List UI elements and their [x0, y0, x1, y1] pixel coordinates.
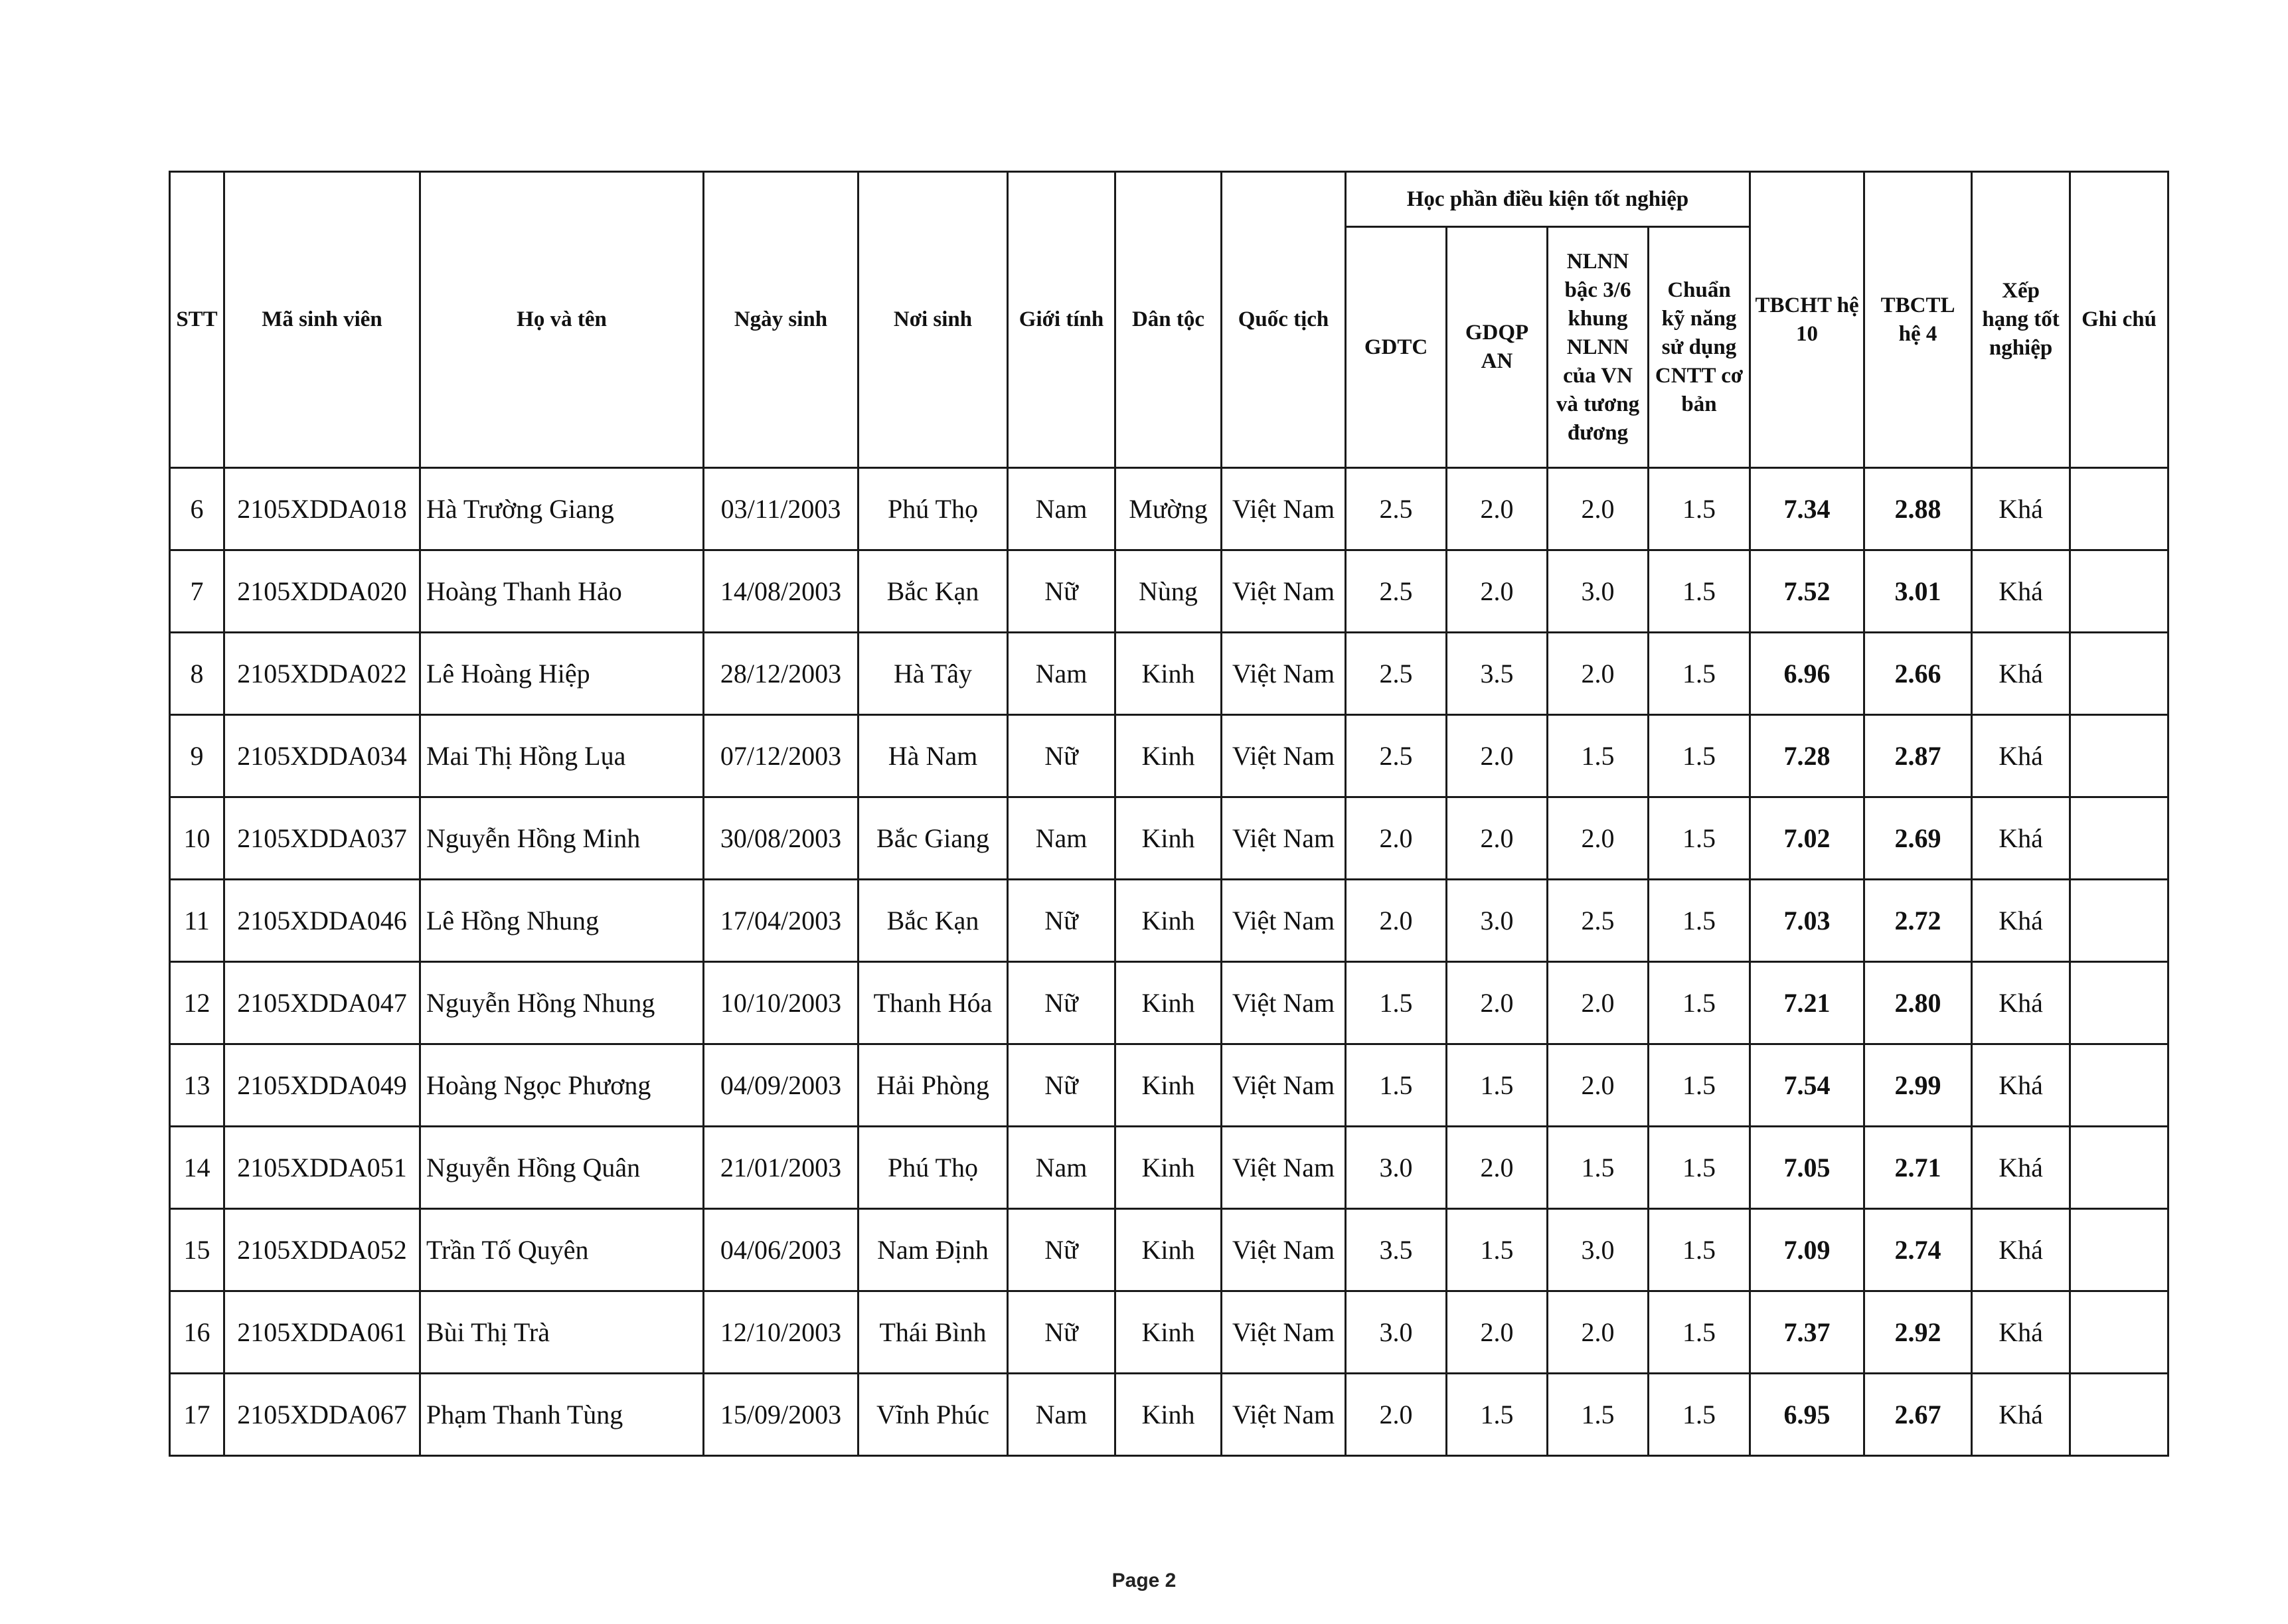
cell-birth-place: Hà Tây	[858, 633, 1008, 715]
cell-nlnn: 1.5	[1548, 1374, 1649, 1456]
cell-full-name: Lê Hồng Nhung	[420, 880, 704, 962]
header-stt: STT	[170, 172, 224, 468]
cell-tbctl: 2.71	[1864, 1127, 1972, 1209]
cell-gdqp-an: 2.0	[1447, 550, 1548, 633]
cell-gdtc: 2.5	[1346, 715, 1447, 797]
cell-ranking: Khá	[1972, 715, 2070, 797]
header-tbcht: TBCHT hệ 10	[1750, 172, 1864, 468]
cell-nationality: Việt Nam	[1222, 715, 1346, 797]
cell-full-name: Bùi Thị Trà	[420, 1291, 704, 1374]
cell-nlnn: 2.0	[1548, 633, 1649, 715]
cell-birth-date: 17/04/2003	[704, 880, 858, 962]
cell-ranking: Khá	[1972, 550, 2070, 633]
cell-stt: 6	[170, 468, 224, 550]
cell-cntt: 1.5	[1649, 962, 1750, 1044]
table-row	[170, 715, 2168, 797]
cell-note	[2070, 1127, 2168, 1209]
cell-cntt: 1.5	[1649, 633, 1750, 715]
cell-ethnicity: Kinh	[1115, 1044, 1222, 1127]
cell-student-id: 2105XDDA020	[224, 550, 420, 633]
cell-student-id: 2105XDDA046	[224, 880, 420, 962]
table-row	[170, 550, 2168, 633]
header-nlnn: NLNN bậc 3/6 khung NLNN của VN và tương đương	[1548, 227, 1649, 468]
cell-birth-date: 21/01/2003	[704, 1127, 858, 1209]
cell-nationality: Việt Nam	[1222, 962, 1346, 1044]
cell-birth-place: Bắc Giang	[858, 797, 1008, 880]
cell-ranking: Khá	[1972, 1291, 2070, 1374]
table-row	[170, 1127, 2168, 1209]
header-tbctl: TBCTL hệ 4	[1864, 172, 1972, 468]
cell-birth-date: 10/10/2003	[704, 962, 858, 1044]
cell-gdtc: 3.0	[1346, 1291, 1447, 1374]
cell-stt: 10	[170, 797, 224, 880]
cell-gdqp-an: 2.0	[1447, 468, 1548, 550]
cell-birth-date: 30/08/2003	[704, 797, 858, 880]
table-header	[170, 172, 2168, 468]
cell-cntt: 1.5	[1649, 880, 1750, 962]
cell-tbcht: 7.05	[1750, 1127, 1864, 1209]
cell-nationality: Việt Nam	[1222, 468, 1346, 550]
cell-tbcht: 7.37	[1750, 1291, 1864, 1374]
cell-birth-place: Thanh Hóa	[858, 962, 1008, 1044]
cell-tbctl: 2.88	[1864, 468, 1972, 550]
cell-student-id: 2105XDDA034	[224, 715, 420, 797]
header-cntt: Chuẩn kỹ năng sử dụng CNTT cơ bản	[1649, 227, 1750, 468]
cell-gdtc: 2.0	[1346, 880, 1447, 962]
cell-tbctl: 3.01	[1864, 550, 1972, 633]
cell-birth-date: 03/11/2003	[704, 468, 858, 550]
cell-gdqp-an: 2.0	[1447, 797, 1548, 880]
cell-full-name: Nguyễn Hồng Minh	[420, 797, 704, 880]
cell-tbcht: 7.54	[1750, 1044, 1864, 1127]
cell-student-id: 2105XDDA061	[224, 1291, 420, 1374]
cell-full-name: Nguyễn Hồng Quân	[420, 1127, 704, 1209]
cell-gdqp-an: 2.0	[1447, 962, 1548, 1044]
cell-note	[2070, 468, 2168, 550]
cell-gender: Nam	[1008, 797, 1115, 880]
cell-nationality: Việt Nam	[1222, 633, 1346, 715]
cell-tbcht: 7.03	[1750, 880, 1864, 962]
cell-tbcht: 7.34	[1750, 468, 1864, 550]
cell-cntt: 1.5	[1649, 715, 1750, 797]
cell-full-name: Hoàng Thanh Hảo	[420, 550, 704, 633]
cell-gender: Nam	[1008, 468, 1115, 550]
cell-cntt: 1.5	[1649, 550, 1750, 633]
cell-gdtc: 2.0	[1346, 1374, 1447, 1456]
cell-nationality: Việt Nam	[1222, 880, 1346, 962]
table-row	[170, 1374, 2168, 1456]
cell-nlnn: 2.0	[1548, 468, 1649, 550]
cell-gdqp-an: 2.0	[1447, 715, 1548, 797]
cell-tbctl: 2.87	[1864, 715, 1972, 797]
cell-note	[2070, 550, 2168, 633]
cell-gender: Nam	[1008, 633, 1115, 715]
cell-birth-place: Hải Phòng	[858, 1044, 1008, 1127]
cell-nationality: Việt Nam	[1222, 1044, 1346, 1127]
cell-nationality: Việt Nam	[1222, 550, 1346, 633]
header-full-name: Họ và tên	[420, 172, 704, 468]
cell-ethnicity: Kinh	[1115, 1291, 1222, 1374]
cell-ranking: Khá	[1972, 1044, 2070, 1127]
table-body	[170, 468, 2168, 1456]
header-ethnicity: Dân tộc	[1115, 172, 1222, 468]
cell-tbctl: 2.69	[1864, 797, 1972, 880]
cell-birth-place: Vĩnh Phúc	[858, 1374, 1008, 1456]
cell-stt: 13	[170, 1044, 224, 1127]
cell-nlnn: 1.5	[1548, 715, 1649, 797]
cell-cntt: 1.5	[1649, 1374, 1750, 1456]
cell-tbctl: 2.72	[1864, 880, 1972, 962]
header-gender: Giới tính	[1008, 172, 1115, 468]
cell-tbctl: 2.67	[1864, 1374, 1972, 1456]
cell-student-id: 2105XDDA052	[224, 1209, 420, 1291]
graduation-list-table	[169, 171, 2169, 1457]
cell-birth-date: 07/12/2003	[704, 715, 858, 797]
cell-gdtc: 2.5	[1346, 550, 1447, 633]
cell-stt: 12	[170, 962, 224, 1044]
cell-nationality: Việt Nam	[1222, 1127, 1346, 1209]
cell-birth-place: Thái Bình	[858, 1291, 1008, 1374]
cell-birth-place: Phú Thọ	[858, 468, 1008, 550]
cell-gdqp-an: 2.0	[1447, 1291, 1548, 1374]
header-student-id: Mã sinh viên	[224, 172, 420, 468]
cell-note	[2070, 962, 2168, 1044]
cell-gdqp-an: 1.5	[1447, 1044, 1548, 1127]
cell-ethnicity: Kinh	[1115, 715, 1222, 797]
cell-note	[2070, 880, 2168, 962]
cell-student-id: 2105XDDA049	[224, 1044, 420, 1127]
cell-stt: 11	[170, 880, 224, 962]
cell-nationality: Việt Nam	[1222, 1374, 1346, 1456]
cell-note	[2070, 633, 2168, 715]
table-row	[170, 1044, 2168, 1127]
cell-gdtc: 2.5	[1346, 633, 1447, 715]
table-row	[170, 880, 2168, 962]
cell-ranking: Khá	[1972, 468, 2070, 550]
cell-nationality: Việt Nam	[1222, 797, 1346, 880]
table-row	[170, 1209, 2168, 1291]
cell-nlnn: 2.0	[1548, 1291, 1649, 1374]
cell-ranking: Khá	[1972, 1374, 2070, 1456]
cell-tbcht: 7.09	[1750, 1209, 1864, 1291]
cell-birth-date: 28/12/2003	[704, 633, 858, 715]
cell-birth-place: Nam Định	[858, 1209, 1008, 1291]
header-gdtc: GDTC	[1346, 227, 1447, 468]
cell-nationality: Việt Nam	[1222, 1291, 1346, 1374]
cell-cntt: 1.5	[1649, 797, 1750, 880]
cell-nlnn: 1.5	[1548, 1127, 1649, 1209]
cell-birth-place: Bắc Kạn	[858, 880, 1008, 962]
cell-gdqp-an: 2.0	[1447, 1127, 1548, 1209]
cell-ethnicity: Kinh	[1115, 880, 1222, 962]
cell-note	[2070, 1209, 2168, 1291]
cell-birth-date: 15/09/2003	[704, 1374, 858, 1456]
cell-gender: Nữ	[1008, 962, 1115, 1044]
cell-tbctl: 2.80	[1864, 962, 1972, 1044]
cell-student-id: 2105XDDA067	[224, 1374, 420, 1456]
cell-student-id: 2105XDDA037	[224, 797, 420, 880]
header-gdqp-an: GDQP AN	[1447, 227, 1548, 468]
cell-gdtc: 2.0	[1346, 797, 1447, 880]
cell-full-name: Trần Tố Quyên	[420, 1209, 704, 1291]
cell-nlnn: 2.5	[1548, 880, 1649, 962]
cell-note	[2070, 1291, 2168, 1374]
cell-stt: 8	[170, 633, 224, 715]
header-birth-place: Nơi sinh	[858, 172, 1008, 468]
header-note: Ghi chú	[2070, 172, 2168, 468]
cell-birth-date: 12/10/2003	[704, 1291, 858, 1374]
cell-nlnn: 3.0	[1548, 550, 1649, 633]
cell-gdtc: 1.5	[1346, 1044, 1447, 1127]
cell-tbcht: 7.02	[1750, 797, 1864, 880]
cell-full-name: Mai Thị Hồng Lụa	[420, 715, 704, 797]
cell-nationality: Việt Nam	[1222, 1209, 1346, 1291]
cell-note	[2070, 1044, 2168, 1127]
table-row	[170, 468, 2168, 550]
cell-full-name: Hoàng Ngọc Phương	[420, 1044, 704, 1127]
cell-birth-place: Phú Thọ	[858, 1127, 1008, 1209]
cell-full-name: Hà Trường Giang	[420, 468, 704, 550]
cell-note	[2070, 715, 2168, 797]
cell-ranking: Khá	[1972, 1127, 2070, 1209]
cell-gender: Nam	[1008, 1127, 1115, 1209]
cell-stt: 15	[170, 1209, 224, 1291]
cell-ethnicity: Kinh	[1115, 1209, 1222, 1291]
cell-gender: Nam	[1008, 1374, 1115, 1456]
cell-stt: 14	[170, 1127, 224, 1209]
cell-student-id: 2105XDDA051	[224, 1127, 420, 1209]
cell-full-name: Lê Hoàng Hiệp	[420, 633, 704, 715]
cell-gender: Nữ	[1008, 1209, 1115, 1291]
cell-stt: 17	[170, 1374, 224, 1456]
header-birth-date: Ngày sinh	[704, 172, 858, 468]
cell-ranking: Khá	[1972, 633, 2070, 715]
cell-tbcht: 7.21	[1750, 962, 1864, 1044]
cell-ethnicity: Nùng	[1115, 550, 1222, 633]
cell-tbctl: 2.66	[1864, 633, 1972, 715]
cell-gender: Nữ	[1008, 880, 1115, 962]
cell-full-name: Nguyễn Hồng Nhung	[420, 962, 704, 1044]
cell-gdtc: 3.5	[1346, 1209, 1447, 1291]
cell-ranking: Khá	[1972, 797, 2070, 880]
cell-gender: Nữ	[1008, 715, 1115, 797]
cell-birth-place: Hà Nam	[858, 715, 1008, 797]
cell-gender: Nữ	[1008, 1044, 1115, 1127]
cell-birth-place: Bắc Kạn	[858, 550, 1008, 633]
cell-gdqp-an: 3.0	[1447, 880, 1548, 962]
cell-gdqp-an: 3.5	[1447, 633, 1548, 715]
cell-ethnicity: Mường	[1115, 468, 1222, 550]
cell-gender: Nữ	[1008, 1291, 1115, 1374]
cell-gdqp-an: 1.5	[1447, 1209, 1548, 1291]
table-row	[170, 797, 2168, 880]
table-row	[170, 962, 2168, 1044]
cell-tbcht: 6.95	[1750, 1374, 1864, 1456]
cell-tbcht: 6.96	[1750, 633, 1864, 715]
cell-cntt: 1.5	[1649, 1044, 1750, 1127]
cell-nlnn: 2.0	[1548, 1044, 1649, 1127]
cell-stt: 9	[170, 715, 224, 797]
cell-full-name: Phạm Thanh Tùng	[420, 1374, 704, 1456]
header-ranking: Xếp hạng tốt nghiệp	[1972, 172, 2070, 468]
cell-note	[2070, 1374, 2168, 1456]
cell-gdtc: 3.0	[1346, 1127, 1447, 1209]
cell-gdtc: 1.5	[1346, 962, 1447, 1044]
cell-ranking: Khá	[1972, 1209, 2070, 1291]
cell-tbctl: 2.92	[1864, 1291, 1972, 1374]
cell-ethnicity: Kinh	[1115, 962, 1222, 1044]
cell-nlnn: 2.0	[1548, 962, 1649, 1044]
cell-birth-date: 14/08/2003	[704, 550, 858, 633]
cell-stt: 7	[170, 550, 224, 633]
cell-student-id: 2105XDDA047	[224, 962, 420, 1044]
cell-cntt: 1.5	[1649, 468, 1750, 550]
cell-ethnicity: Kinh	[1115, 633, 1222, 715]
header-nationality: Quốc tịch	[1222, 172, 1346, 468]
header-graduation-group: Học phần điều kiện tốt nghiệp	[1346, 172, 1750, 227]
cell-cntt: 1.5	[1649, 1209, 1750, 1291]
cell-ranking: Khá	[1972, 880, 2070, 962]
cell-birth-date: 04/09/2003	[704, 1044, 858, 1127]
cell-gender: Nữ	[1008, 550, 1115, 633]
cell-cntt: 1.5	[1649, 1291, 1750, 1374]
cell-nlnn: 2.0	[1548, 797, 1649, 880]
cell-tbctl: 2.74	[1864, 1209, 1972, 1291]
page-number: Page 2	[1111, 1570, 1177, 1591]
cell-tbcht: 7.52	[1750, 550, 1864, 633]
cell-stt: 16	[170, 1291, 224, 1374]
table-row	[170, 633, 2168, 715]
cell-birth-date: 04/06/2003	[704, 1209, 858, 1291]
cell-tbctl: 2.99	[1864, 1044, 1972, 1127]
cell-ranking: Khá	[1972, 962, 2070, 1044]
cell-gdtc: 2.5	[1346, 468, 1447, 550]
cell-gdqp-an: 1.5	[1447, 1374, 1548, 1456]
cell-student-id: 2105XDDA022	[224, 633, 420, 715]
cell-tbcht: 7.28	[1750, 715, 1864, 797]
cell-ethnicity: Kinh	[1115, 1374, 1222, 1456]
cell-ethnicity: Kinh	[1115, 797, 1222, 880]
table-row	[170, 1291, 2168, 1374]
cell-note	[2070, 797, 2168, 880]
cell-student-id: 2105XDDA018	[224, 468, 420, 550]
cell-ethnicity: Kinh	[1115, 1127, 1222, 1209]
cell-cntt: 1.5	[1649, 1127, 1750, 1209]
cell-nlnn: 3.0	[1548, 1209, 1649, 1291]
